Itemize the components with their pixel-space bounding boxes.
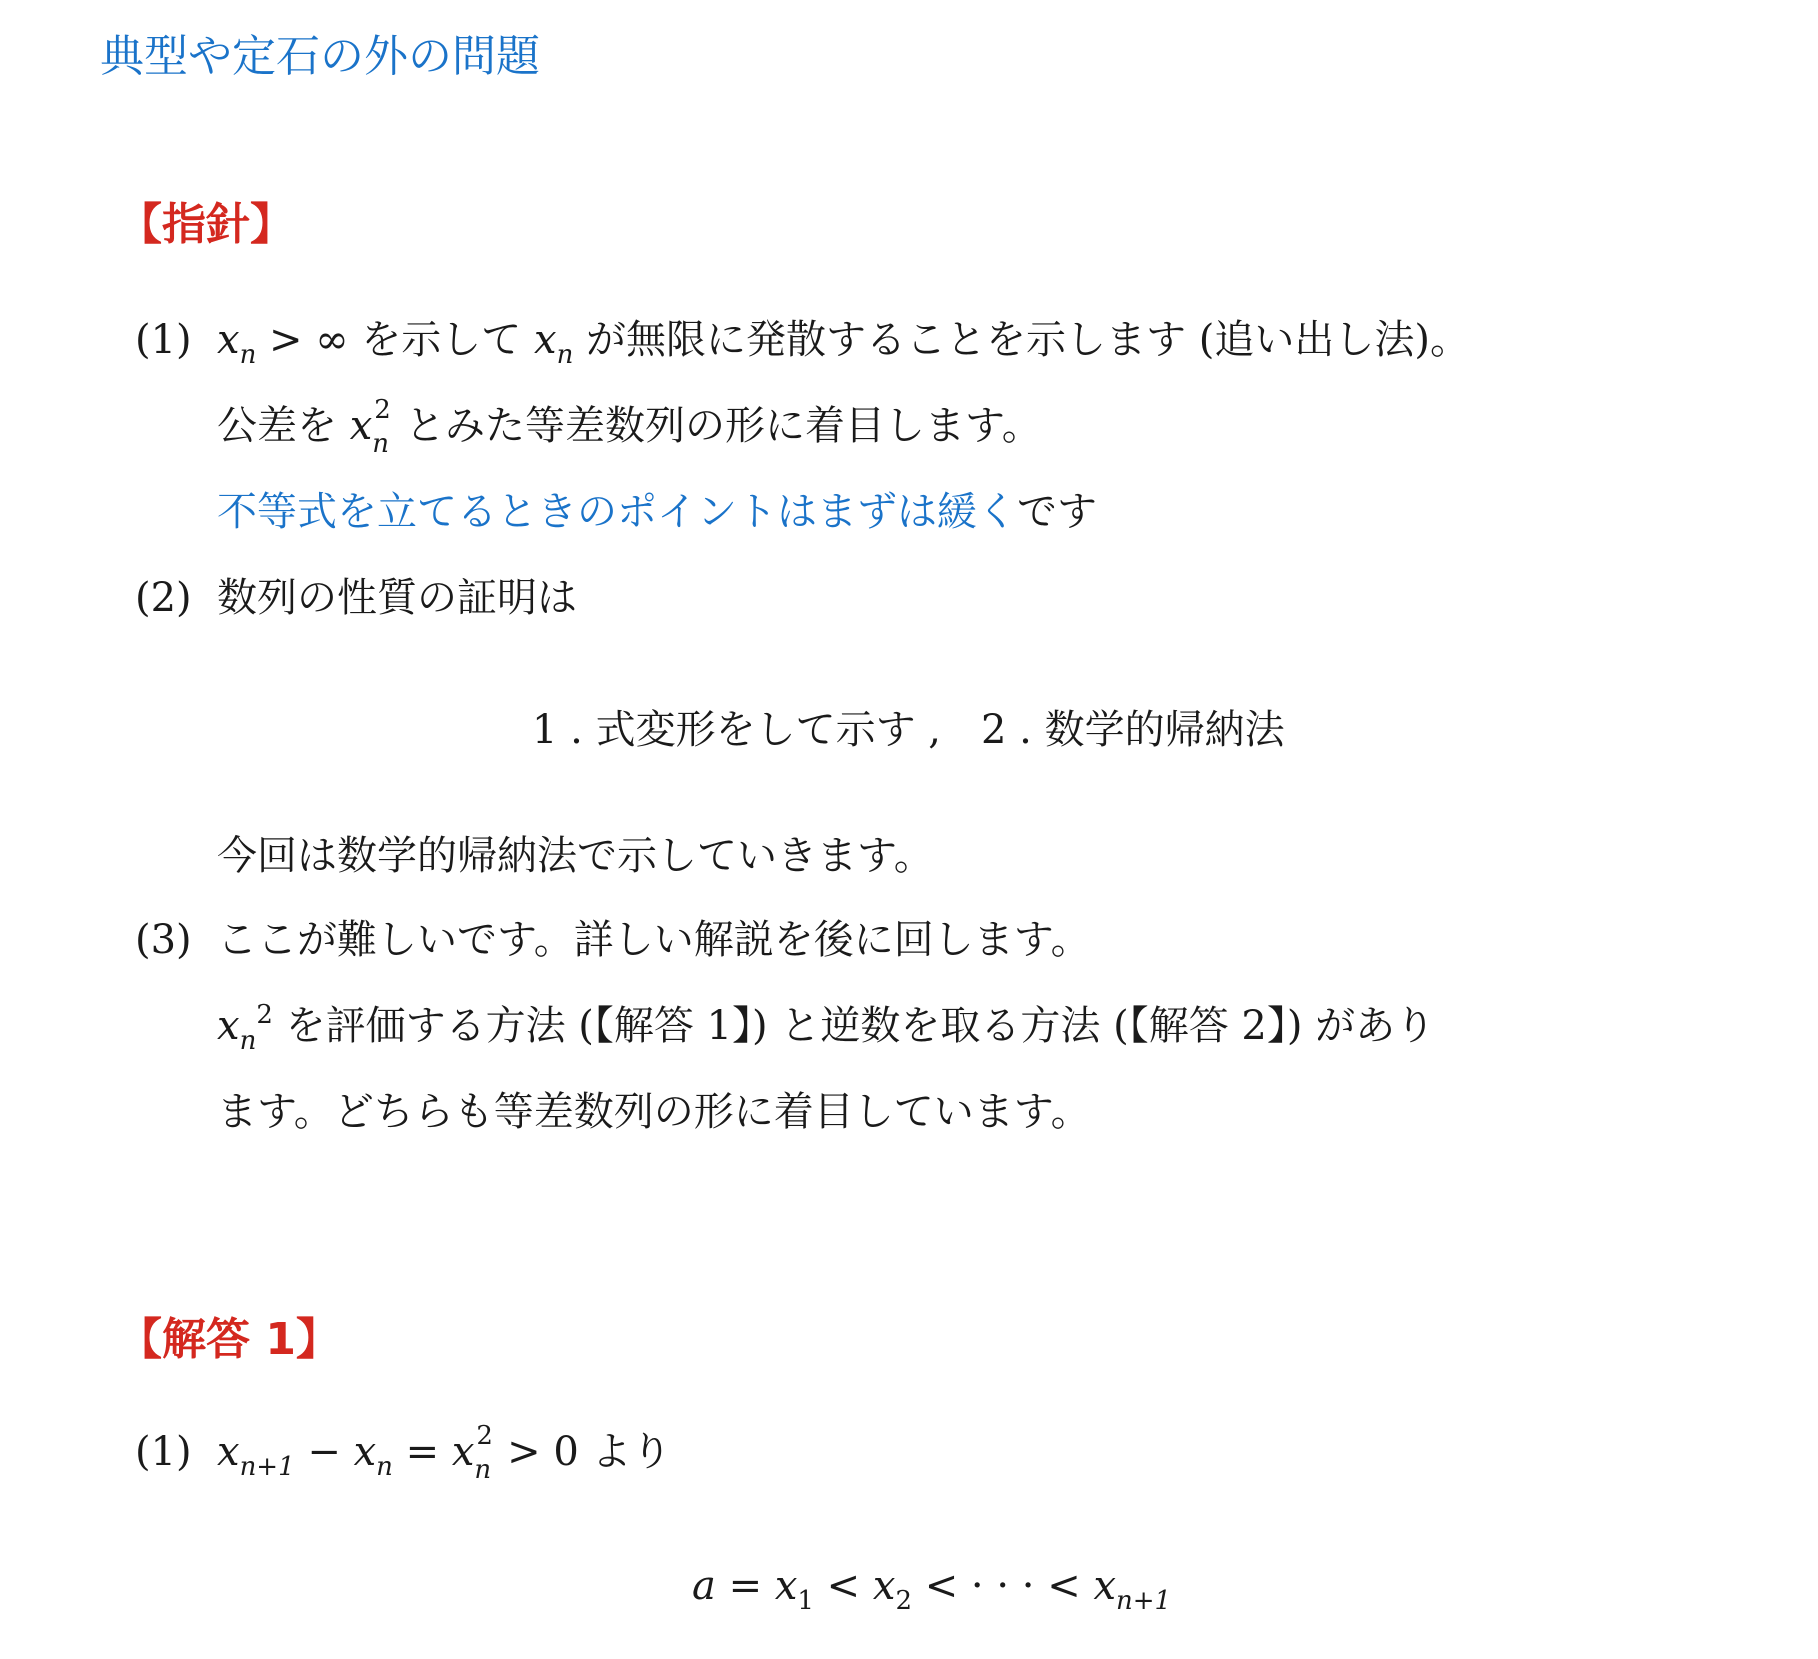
answer-part1-text: より <box>591 1429 672 1475</box>
hint-part2-line1 <box>135 575 577 621</box>
hint-part1-line2: 公差を x 2 n とみた等差数列の形に着目します。 <box>217 395 1042 459</box>
hint-heading: 【指針】 <box>118 199 294 250</box>
hint-part2-line3: 今回は数学的帰納法で示していきます。 <box>217 833 934 879</box>
hint-part3-label: (3) <box>135 917 192 963</box>
answer-part1-label: (1) <box>135 1429 192 1475</box>
hint-part3-text-a: ここが難しいです。詳しい解説を後に回します。 <box>217 917 1091 963</box>
hint-part1-text-e: です <box>1017 489 1097 535</box>
answer-part1-line1: (1) $x_{n+1} - x_n = x$ 2 n > 0 より <box>135 1421 672 1485</box>
hint-part2-text-a: 数列の性質の証明は <box>217 575 577 621</box>
hint-part1-text-c: 公差を <box>217 403 337 449</box>
hint-part3-text-b: を評価する方法 (【解答 1】) と逆数を取る方法 (【解答 2】) があり <box>285 1003 1436 1049</box>
hint-part3-line1 <box>135 917 1091 963</box>
hint-part2-methods: 1 . 式変形をして示す , 2 . 数学的帰納法 <box>532 707 1285 753</box>
hint-part1-label: (1) <box>135 317 192 363</box>
hint-part1-text-d: とみた等差数列の形に着目します。 <box>405 403 1042 449</box>
hint-part1-text-a: を示して <box>361 317 522 363</box>
hint-part2-label: (2) <box>135 575 192 621</box>
hint-part1-text-b: が無限に発散することを示します (追い出し法)。 <box>586 317 1470 363</box>
answer-inequality-chain: $a = x_1 < x_2$ < · · · < $x_{n+1}$ <box>692 1563 1172 1616</box>
hint-part3-line2: $x_n^2$ を評価する方法 (【解答 1】) と逆数を取る方法 (【解答 2】) があり <box>217 1000 1436 1056</box>
hint-part1-line1: (1) $x_n$ > ∞ を示して $x_n$ が無限に発散することを示します (追い出し法)。 <box>135 317 1470 370</box>
page-title: 典型や定石の外の問題 <box>100 31 540 82</box>
answer-heading: 【解答 1】 <box>118 1314 340 1365</box>
hint-part3-line3: ます。どちらも等差数列の形に着目しています。 <box>217 1089 1091 1135</box>
hint-point-link[interactable]: 不等式を立てるときのポイントはまずは緩く <box>217 489 1017 535</box>
hint-part1-line3 <box>217 489 1097 535</box>
